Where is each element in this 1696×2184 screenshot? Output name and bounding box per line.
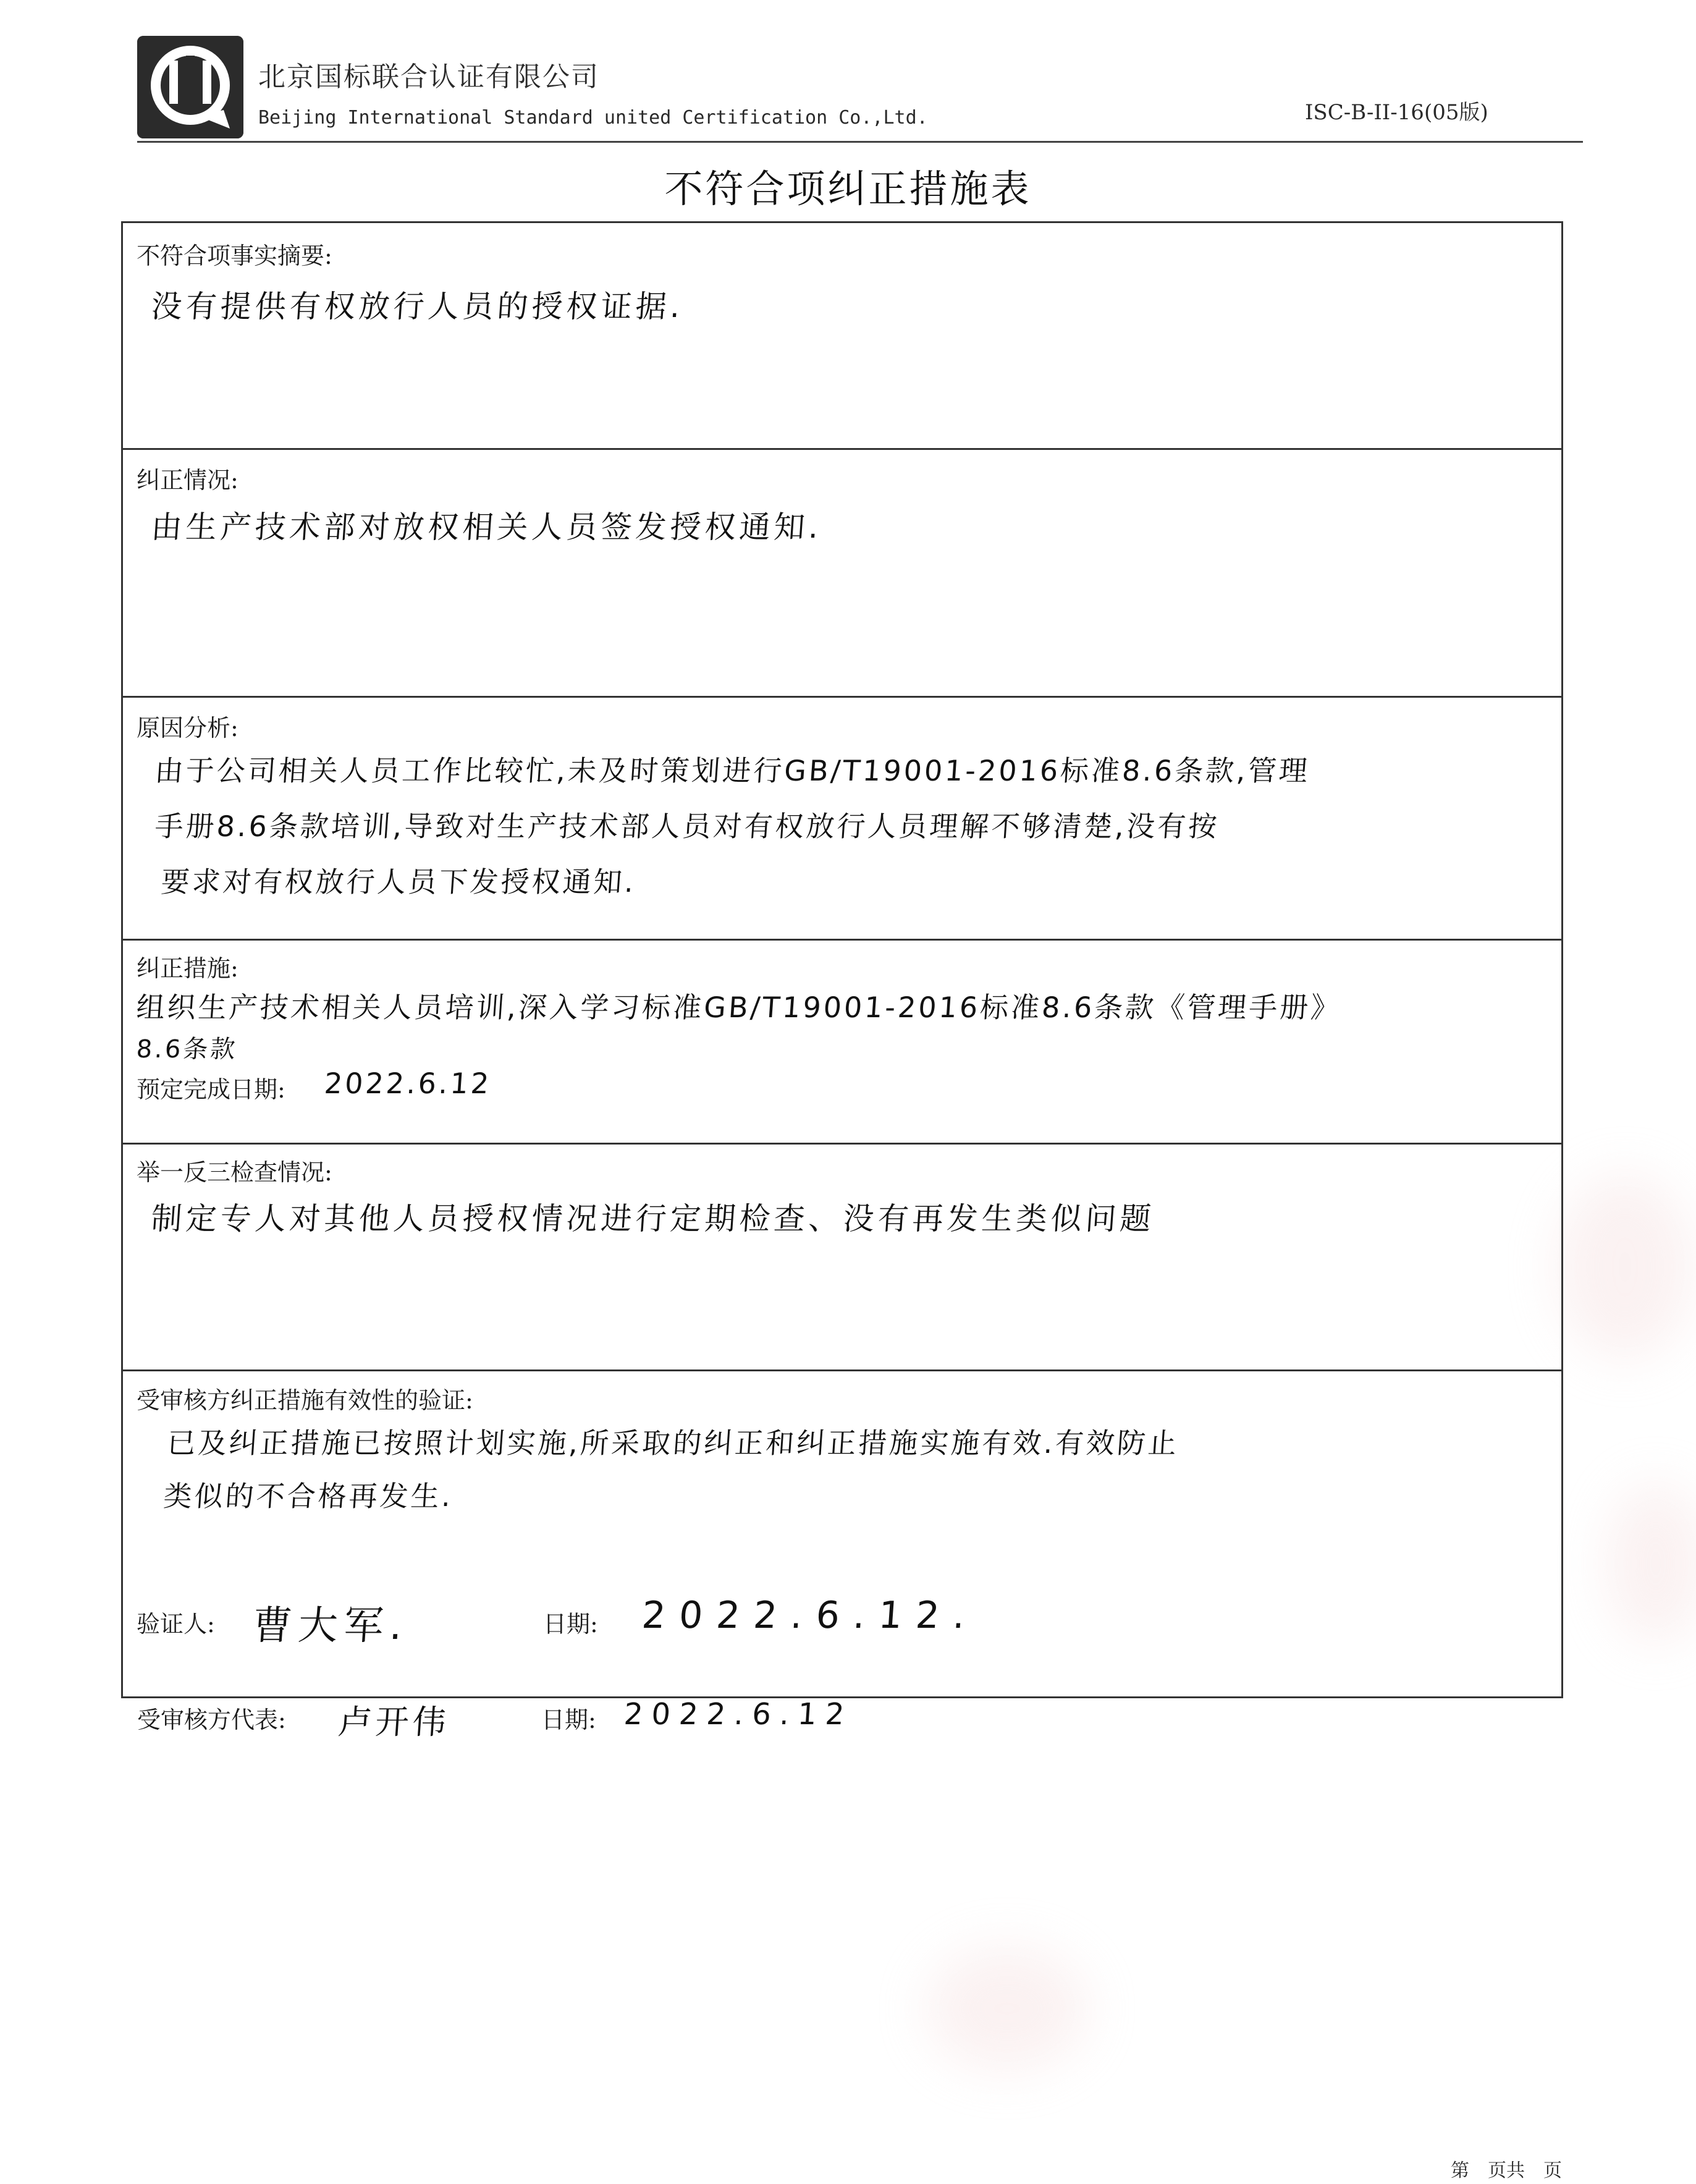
verification-date-value[interactable]: 2022.6.12. — [640, 1594, 980, 1637]
verification-label: 受审核方纠正措施有效性的验证: — [137, 1387, 473, 1414]
verification-date-label: 日期: — [543, 1610, 598, 1638]
correction-label: 纠正情况: — [137, 467, 238, 494]
correction-text[interactable]: 由生产技术部对放权相关人员签发授权通知. — [150, 509, 824, 545]
cause-line[interactable]: 由于公司相关人员工作比较忙,未及时策划进行GB/T19001-2016标准8.6条款,管理 — [153, 754, 1311, 787]
cause-line[interactable]: 要求对有权放行人员下发授权通知. — [159, 865, 638, 899]
corrective-action-form — [121, 221, 1563, 1698]
action-label: 纠正措施: — [137, 955, 238, 982]
cause-label: 原因分析: — [137, 714, 238, 742]
section-corrective-action — [123, 941, 1561, 1145]
verification-line[interactable]: 类似的不合格再发生. — [162, 1479, 455, 1513]
representative-signature[interactable]: 卢开伟 — [337, 1703, 451, 1742]
isc-logo-icon — [137, 36, 243, 138]
paper-stain — [1606, 1483, 1696, 1644]
cause-line[interactable]: 手册8.6条款培训,导致对生产技术部人员对有权放行人员理解不够清楚,没有按 — [153, 810, 1221, 843]
company-name-cn: 北京国标联合认证有限公司 — [258, 61, 599, 93]
due-date-value[interactable]: 2022.6.12 — [323, 1067, 493, 1100]
header-divider — [137, 141, 1583, 143]
form-title: 不符合项纠正措施表 — [664, 166, 1032, 211]
section-similar-check — [123, 1145, 1561, 1371]
company-name-en: Beijing International Standard united Certification Co.,Ltd. — [258, 107, 928, 129]
representative-date-label: 日期: — [541, 1706, 596, 1733]
action-line[interactable]: 组织生产技术相关人员培训,深入学习标准GB/T19001-2016标准8.6条款《管理手册》 — [135, 991, 1343, 1024]
representative-date-value[interactable]: 2022.6.12 — [623, 1697, 854, 1732]
section-cause-analysis — [123, 698, 1561, 941]
verification-line[interactable]: 已及纠正措施已按照计划实施,所采取的纠正和纠正措施实施有效.有效防止 — [166, 1426, 1180, 1460]
due-date-label: 预定完成日期: — [137, 1076, 285, 1103]
check-label: 举一反三检查情况: — [137, 1159, 332, 1186]
document-code: ISC-B-II-16(05版) — [1305, 100, 1488, 125]
representative-label: 受审核方代表: — [137, 1706, 286, 1733]
action-line[interactable]: 8.6条款 — [135, 1035, 238, 1064]
check-text[interactable]: 制定专人对其他人员授权情况进行定期检查、没有再发生类似问题 — [150, 1201, 1156, 1237]
summary-label: 不符合项事实摘要: — [137, 242, 332, 269]
paper-stain — [1557, 1174, 1693, 1360]
section-verification — [123, 1371, 1561, 1696]
page-counter: 第 页共 页 — [1451, 2160, 1562, 2182]
verifier-signature[interactable]: 曹大军. — [250, 1603, 410, 1649]
summary-text[interactable]: 没有提供有权放行人员的授权证据. — [150, 289, 685, 324]
section-correction — [123, 450, 1561, 698]
verifier-label: 验证人: — [137, 1610, 215, 1638]
paper-stain — [927, 1947, 1087, 2070]
section-nonconformity-summary — [123, 223, 1561, 450]
